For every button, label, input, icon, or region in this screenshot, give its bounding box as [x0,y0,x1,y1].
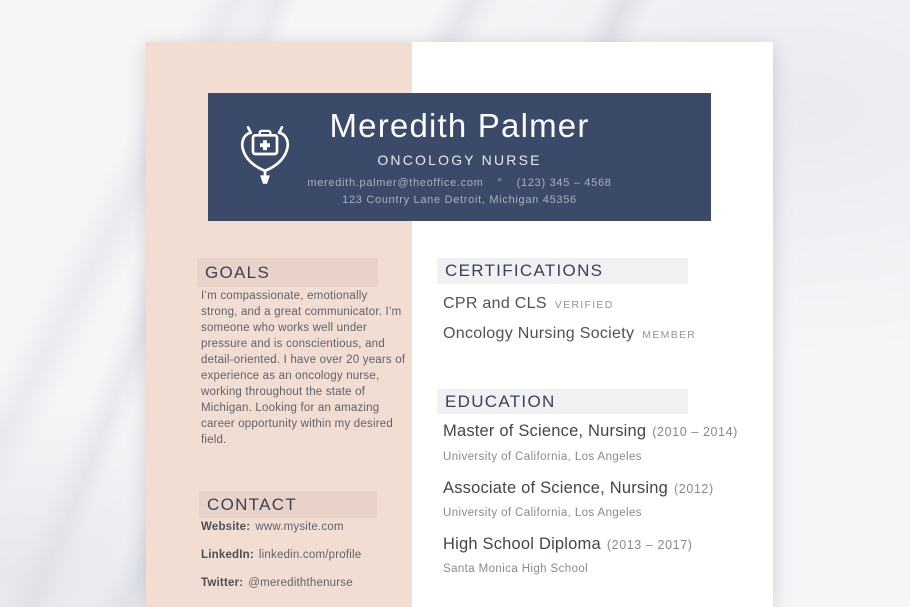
job-title: ONCOLOGY NURSE [377,152,542,168]
goals-heading: GOALS [205,262,271,282]
certification-tag: MEMBER [642,329,697,341]
email-text: meredith.palmer@theoffice.com [307,177,484,189]
certifications-heading-bar [437,258,688,284]
contact-row-website [201,520,344,535]
certifications-heading: CERTIFICATIONS [445,261,604,280]
education-degree-line [443,422,738,441]
goals-heading-bar [197,258,378,287]
education-school: University of California, Los Angeles [443,451,642,463]
website-value: www.mysite.com [255,521,344,533]
education-school: Santa Monica High School [443,563,589,575]
certification-tag: VERIFIED [554,299,614,311]
certification-item [443,295,614,313]
website-label: Website: [201,521,251,533]
twitter-label: Twitter: [201,577,244,589]
twitter-value: @merediththenurse [248,577,353,589]
address-text: 123 Country Lane Detroit, Michigan 45356 [342,194,577,206]
education-school: University of California, Los Angeles [443,507,642,519]
education-degree-line [443,535,693,554]
certification-name: CPR and CLS [443,295,547,312]
contact-heading-bar [199,491,377,518]
linkedin-value: linkedin.com/profile [258,549,362,561]
degree-dates: (2012) [674,482,714,496]
degree-name: Master of Science, Nursing [443,422,647,440]
header-text-block [208,93,711,207]
contact-heading: CONTACT [207,494,297,514]
degree-dates: (2010 – 2014) [652,425,738,439]
goals-paragraph: I’m compassionate, emotionally strong, and a great communicator. I’m someone who works well under pressure and is conscientious, and detail-oriented. I have over 20 years of experience as an oncology nurse, working throughout the state of Michigan. Looking for an amazing career opportunity within my desired field. [201,290,406,446]
contact-row-linkedin [201,548,361,563]
phone-text: (123) 345 – 4568 [516,177,612,189]
linkedin-label: LinkedIn: [201,549,254,561]
certification-item [443,325,696,343]
contact-row-twitter [201,576,353,591]
resume-header [208,93,711,221]
certification-name: Oncology Nursing Society [443,325,635,342]
header-contact-line [208,176,711,190]
degree-name: High School Diploma [443,535,601,553]
separator-dot: ° [497,177,503,189]
resume-page [146,42,773,607]
person-name: Meredith Palmer [329,107,590,144]
education-degree-line [443,479,714,498]
education-heading: EDUCATION [445,391,556,411]
degree-dates: (2013 – 2017) [606,538,693,552]
degree-name: Associate of Science, Nursing [443,479,668,497]
education-heading-bar [437,389,688,414]
